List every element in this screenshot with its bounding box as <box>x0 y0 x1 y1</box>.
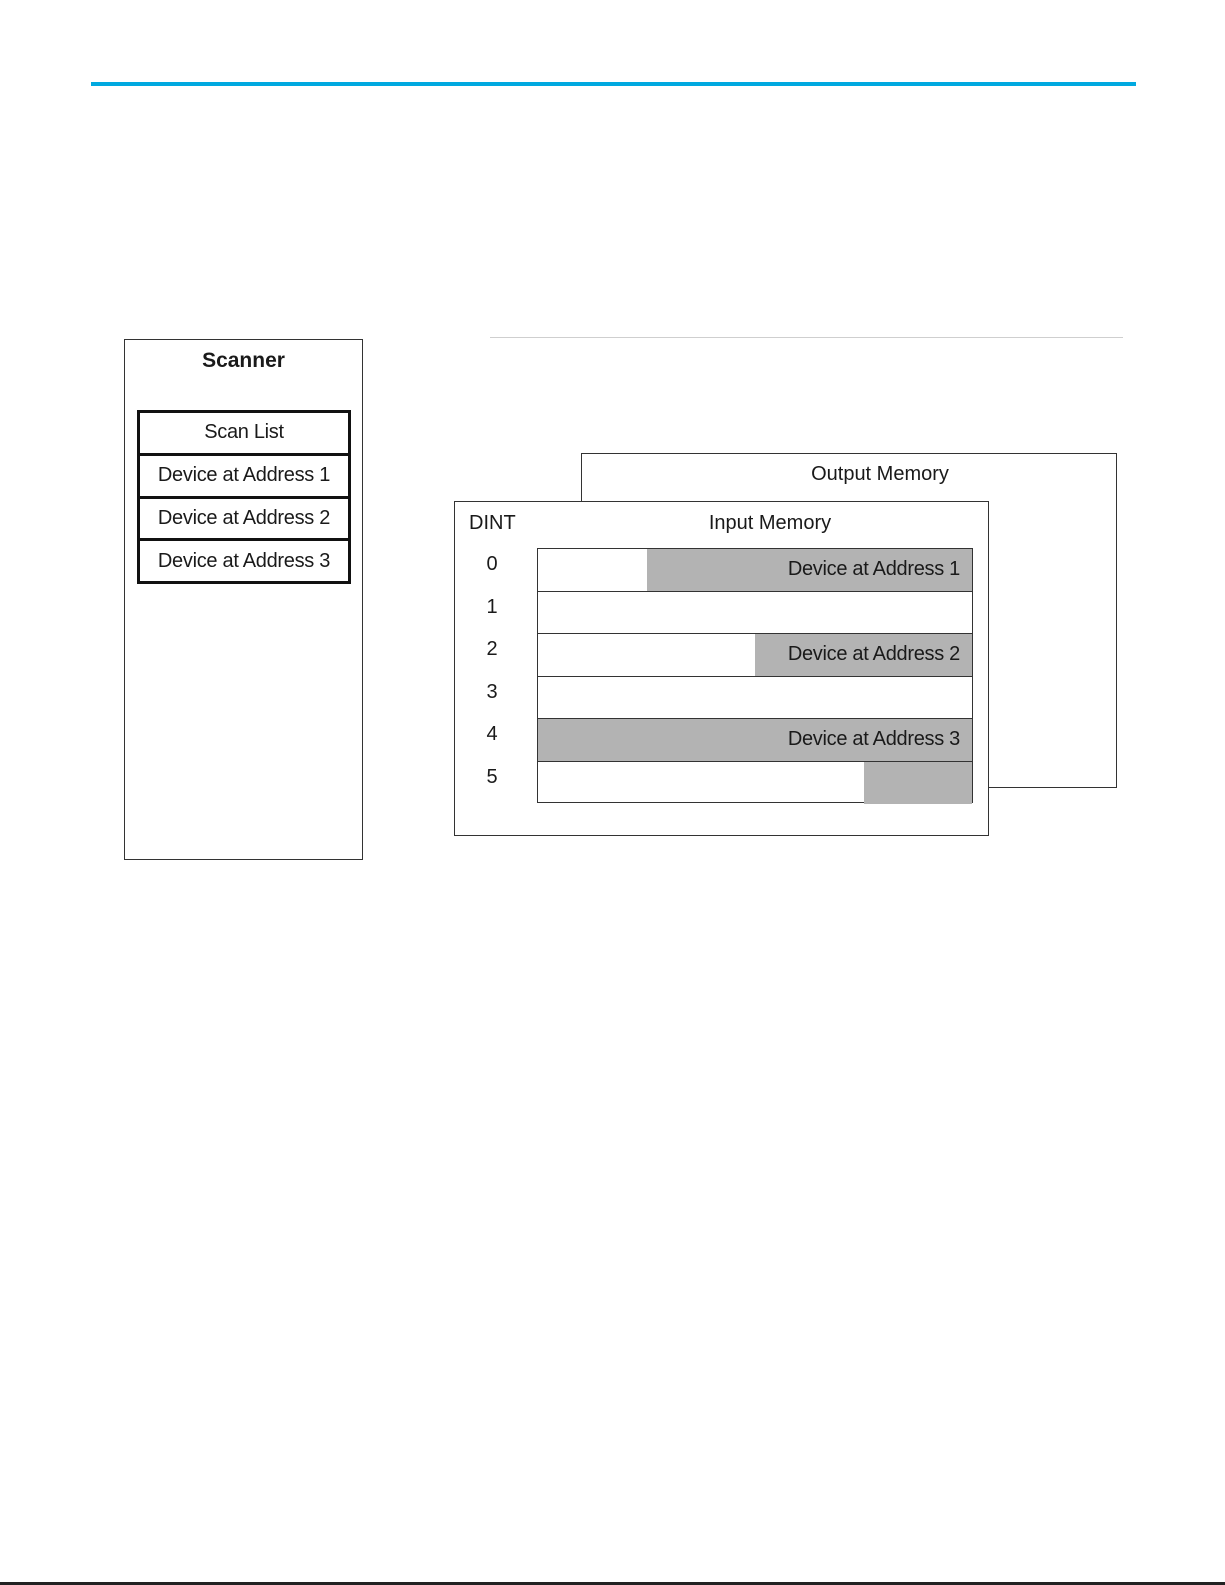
dint-header: DINT <box>469 512 516 534</box>
scan-list-item: Device at Address 2 <box>140 499 348 542</box>
scan-list-header: Scan List <box>140 413 348 456</box>
memory-row <box>538 677 972 720</box>
dint-index: 3 <box>486 681 498 703</box>
dint-index: 1 <box>486 596 498 618</box>
dint-index: 2 <box>486 638 498 660</box>
dint-index: 4 <box>486 723 498 745</box>
input-memory-title: Input Memory <box>708 512 832 534</box>
dint-index: 5 <box>486 766 498 788</box>
header-rule <box>91 82 1136 86</box>
memory-row-label: Device at Address 3 <box>787 728 960 751</box>
memory-row-label: Device at Address 2 <box>787 643 960 666</box>
memory-row <box>538 592 972 635</box>
scan-list-item: Device at Address 3 <box>157 549 331 572</box>
dint-index: 0 <box>486 553 498 575</box>
memory-row <box>538 762 972 805</box>
memory-row <box>538 634 972 677</box>
memory-row <box>538 719 972 762</box>
scan-list-item: Device at Address 1 <box>140 456 348 499</box>
input-memory-grid <box>537 548 973 803</box>
scanner-title: Scanner <box>202 349 285 372</box>
memory-row-label: Device at Address 1 <box>787 558 960 581</box>
memory-row <box>538 549 972 592</box>
output-memory-title: Output Memory <box>811 463 949 485</box>
section-rule <box>490 337 1123 338</box>
scan-list <box>137 410 351 584</box>
memory-fill <box>864 762 973 805</box>
